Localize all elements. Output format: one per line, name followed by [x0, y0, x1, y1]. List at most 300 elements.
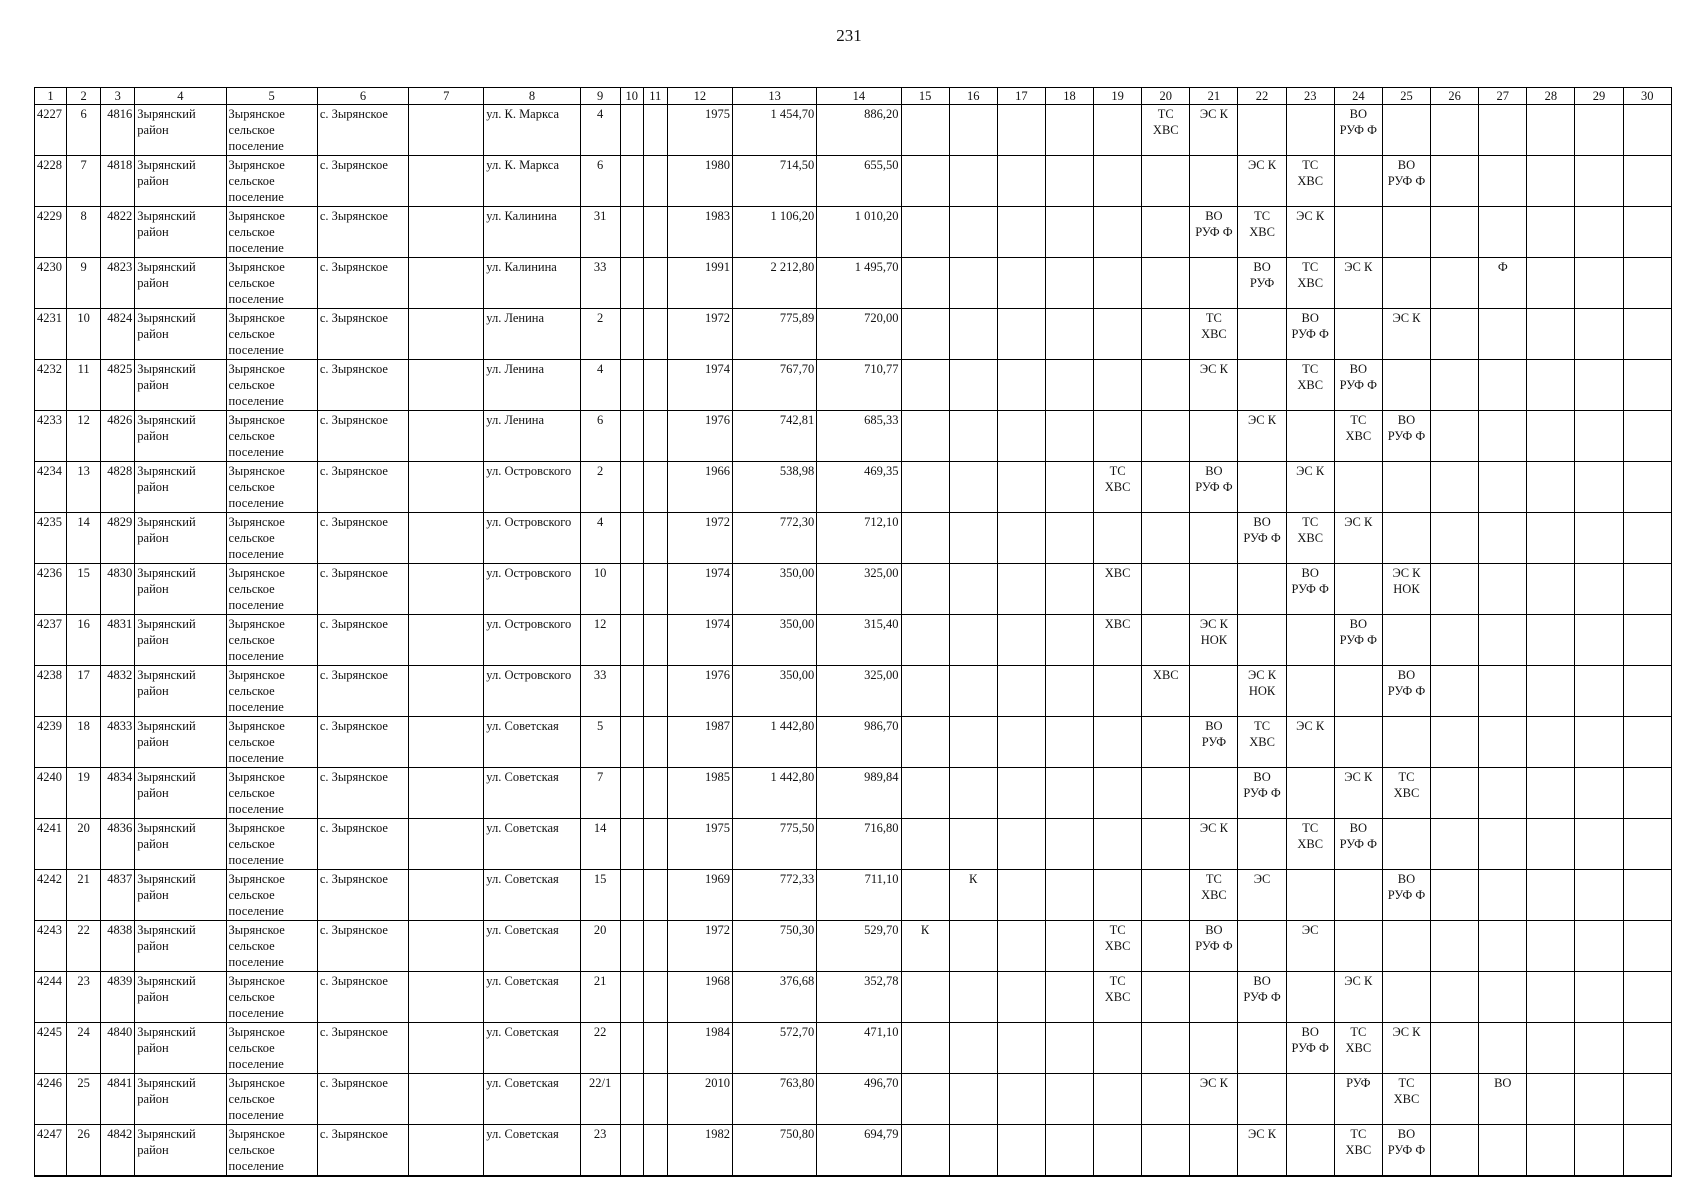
- cell-registry-id: 4837: [101, 870, 135, 921]
- cell-living-area: 352,78: [817, 972, 901, 1023]
- cell-col-17: [997, 1125, 1045, 1177]
- cell-living-area: 989,84: [817, 768, 901, 819]
- cell-col-11: [643, 105, 667, 156]
- cell-col-25: [1382, 513, 1430, 564]
- cell-col-24: ВО РУФ Ф: [1334, 360, 1382, 411]
- cell-col-30: [1623, 513, 1671, 564]
- cell-col-20: [1142, 1125, 1190, 1177]
- cell-col-7: [409, 1074, 484, 1125]
- table-row: [35, 1074, 1672, 1125]
- cell-col-27: [1479, 564, 1527, 615]
- column-header-9: 9: [580, 88, 620, 105]
- cell-settlement: Зырянское сельское поселение: [226, 411, 317, 462]
- cell-house-no: 7: [580, 768, 620, 819]
- cell-col-24: ТС ХВС: [1334, 1125, 1382, 1177]
- cell-registry-id: 4828: [101, 462, 135, 513]
- cell-col-29: [1575, 207, 1623, 258]
- table-body: [35, 105, 1672, 1177]
- cell-col-22: [1238, 105, 1286, 156]
- cell-col-18: [1045, 1023, 1093, 1074]
- cell-locality: с. Зырянское: [317, 1074, 408, 1125]
- cell-settlement: Зырянское сельское поселение: [226, 258, 317, 309]
- cell-col-16: [949, 768, 997, 819]
- column-header-25: 25: [1382, 88, 1430, 105]
- table-row: [35, 870, 1672, 921]
- cell-settlement: Зырянское сельское поселение: [226, 615, 317, 666]
- cell-col-30: [1623, 564, 1671, 615]
- cell-col-23: [1286, 1125, 1334, 1177]
- cell-living-area: 325,00: [817, 666, 901, 717]
- cell-col-20: [1142, 717, 1190, 768]
- cell-street: ул. Советская: [484, 768, 580, 819]
- cell-col-15: [901, 156, 949, 207]
- column-header-7: 7: [409, 88, 484, 105]
- cell-total-area: 1 106,20: [733, 207, 817, 258]
- cell-col-17: [997, 1074, 1045, 1125]
- cell-col-23: ТС ХВС: [1286, 360, 1334, 411]
- cell-living-area: 1 010,20: [817, 207, 901, 258]
- table-row: [35, 921, 1672, 972]
- cell-registry-id: 4832: [101, 666, 135, 717]
- cell-col-19: [1094, 768, 1142, 819]
- cell-col-24: ТС ХВС: [1334, 1023, 1382, 1074]
- cell-col-20: [1142, 462, 1190, 513]
- cell-col-16: [949, 513, 997, 564]
- cell-col-15: [901, 615, 949, 666]
- cell-col-11: [643, 666, 667, 717]
- cell-house-no: 22/1: [580, 1074, 620, 1125]
- cell-district: Зырянский район: [135, 768, 226, 819]
- cell-record-no: 4237: [35, 615, 67, 666]
- cell-col-15: [901, 1023, 949, 1074]
- cell-col-22: ВО РУФ Ф: [1238, 768, 1286, 819]
- cell-year: 1972: [667, 309, 732, 360]
- cell-col-22: ЭС К: [1238, 411, 1286, 462]
- cell-locality: с. Зырянское: [317, 513, 408, 564]
- cell-col-30: [1623, 309, 1671, 360]
- cell-district: Зырянский район: [135, 207, 226, 258]
- cell-col-16: [949, 1074, 997, 1125]
- cell-settlement: Зырянское сельское поселение: [226, 105, 317, 156]
- cell-col-23: ТС ХВС: [1286, 819, 1334, 870]
- cell-col-25: [1382, 615, 1430, 666]
- cell-col-18: [1045, 615, 1093, 666]
- cell-col-29: [1575, 411, 1623, 462]
- cell-col-27: [1479, 1023, 1527, 1074]
- cell-total-area: 1 454,70: [733, 105, 817, 156]
- cell-col-28: [1527, 870, 1575, 921]
- cell-col-20: ХВС: [1142, 666, 1190, 717]
- cell-col-23: ЭС К: [1286, 462, 1334, 513]
- cell-col-20: [1142, 258, 1190, 309]
- cell-col-24: ЭС К: [1334, 513, 1382, 564]
- cell-col-25: [1382, 819, 1430, 870]
- cell-locality: с. Зырянское: [317, 156, 408, 207]
- column-header-27: 27: [1479, 88, 1527, 105]
- cell-col-20: [1142, 513, 1190, 564]
- cell-col-11: [643, 360, 667, 411]
- cell-year: 1968: [667, 972, 732, 1023]
- cell-record-no: 4234: [35, 462, 67, 513]
- cell-registry-id: 4841: [101, 1074, 135, 1125]
- cell-locality: с. Зырянское: [317, 462, 408, 513]
- cell-col-11: [643, 513, 667, 564]
- cell-col-30: [1623, 768, 1671, 819]
- cell-district: Зырянский район: [135, 462, 226, 513]
- cell-col-18: [1045, 564, 1093, 615]
- cell-col-19: [1094, 513, 1142, 564]
- cell-col-25: [1382, 972, 1430, 1023]
- cell-house-no: 20: [580, 921, 620, 972]
- cell-col-7: [409, 717, 484, 768]
- cell-col-29: [1575, 105, 1623, 156]
- cell-col-20: [1142, 411, 1190, 462]
- cell-col-21: [1190, 258, 1238, 309]
- cell-col-21: [1190, 768, 1238, 819]
- cell-col-24: ВО РУФ Ф: [1334, 819, 1382, 870]
- table-row: [35, 768, 1672, 819]
- cell-total-area: 350,00: [733, 615, 817, 666]
- cell-district: Зырянский район: [135, 921, 226, 972]
- cell-col-15: [901, 462, 949, 513]
- cell-col-19: [1094, 870, 1142, 921]
- cell-col-15: [901, 717, 949, 768]
- cell-year: 1975: [667, 105, 732, 156]
- cell-registry-id: 4823: [101, 258, 135, 309]
- cell-col-19: [1094, 1074, 1142, 1125]
- cell-col-28: [1527, 1074, 1575, 1125]
- cell-col-26: [1431, 105, 1479, 156]
- cell-house-no: 21: [580, 972, 620, 1023]
- cell-col-11: [643, 1125, 667, 1177]
- cell-local-no: 12: [67, 411, 101, 462]
- cell-col-23: [1286, 615, 1334, 666]
- cell-col-26: [1431, 462, 1479, 513]
- cell-col-27: Ф: [1479, 258, 1527, 309]
- cell-locality: с. Зырянское: [317, 1125, 408, 1177]
- cell-record-no: 4247: [35, 1125, 67, 1177]
- cell-year: 1976: [667, 411, 732, 462]
- cell-col-22: ВО РУФ Ф: [1238, 513, 1286, 564]
- cell-year: 1972: [667, 921, 732, 972]
- cell-col-21: ЭС К: [1190, 360, 1238, 411]
- cell-col-28: [1527, 1125, 1575, 1177]
- cell-col-16: [949, 207, 997, 258]
- table-row: [35, 411, 1672, 462]
- cell-col-7: [409, 921, 484, 972]
- cell-col-19: ТС ХВС: [1094, 921, 1142, 972]
- column-header-30: 30: [1623, 88, 1671, 105]
- cell-house-no: 10: [580, 564, 620, 615]
- cell-district: Зырянский район: [135, 819, 226, 870]
- cell-col-26: [1431, 1023, 1479, 1074]
- cell-col-16: [949, 564, 997, 615]
- cell-living-area: 712,10: [817, 513, 901, 564]
- cell-col-18: [1045, 156, 1093, 207]
- cell-col-24: ЭС К: [1334, 768, 1382, 819]
- cell-col-18: [1045, 972, 1093, 1023]
- cell-col-29: [1575, 819, 1623, 870]
- table-row: [35, 105, 1672, 156]
- cell-col-23: [1286, 870, 1334, 921]
- cell-col-25: [1382, 207, 1430, 258]
- cell-col-10: [620, 462, 643, 513]
- cell-col-7: [409, 819, 484, 870]
- cell-local-no: 23: [67, 972, 101, 1023]
- cell-col-25: ВО РУФ Ф: [1382, 666, 1430, 717]
- cell-col-16: [949, 258, 997, 309]
- cell-col-16: [949, 717, 997, 768]
- cell-col-19: ТС ХВС: [1094, 462, 1142, 513]
- cell-col-21: [1190, 1125, 1238, 1177]
- cell-col-20: [1142, 207, 1190, 258]
- cell-col-24: ТС ХВС: [1334, 411, 1382, 462]
- cell-col-15: [901, 972, 949, 1023]
- cell-col-29: [1575, 156, 1623, 207]
- column-header-1: 1: [35, 88, 67, 105]
- cell-col-26: [1431, 513, 1479, 564]
- cell-col-19: ХВС: [1094, 564, 1142, 615]
- cell-col-17: [997, 309, 1045, 360]
- cell-col-18: [1045, 513, 1093, 564]
- cell-house-no: 14: [580, 819, 620, 870]
- cell-street: ул. Советская: [484, 921, 580, 972]
- cell-col-16: [949, 972, 997, 1023]
- column-header-16: 16: [949, 88, 997, 105]
- cell-col-29: [1575, 921, 1623, 972]
- page-number: 231: [836, 26, 862, 45]
- cell-col-27: [1479, 819, 1527, 870]
- cell-local-no: 18: [67, 717, 101, 768]
- column-header-14: 14: [817, 88, 901, 105]
- cell-locality: с. Зырянское: [317, 105, 408, 156]
- cell-col-27: [1479, 870, 1527, 921]
- cell-col-16: [949, 411, 997, 462]
- cell-locality: с. Зырянское: [317, 207, 408, 258]
- cell-col-16: К: [949, 870, 997, 921]
- cell-col-16: [949, 156, 997, 207]
- cell-col-22: [1238, 1074, 1286, 1125]
- cell-total-area: 742,81: [733, 411, 817, 462]
- column-header-22: 22: [1238, 88, 1286, 105]
- table-row: [35, 513, 1672, 564]
- cell-col-24: [1334, 462, 1382, 513]
- cell-col-20: [1142, 1023, 1190, 1074]
- cell-col-19: ТС ХВС: [1094, 972, 1142, 1023]
- cell-total-area: 767,70: [733, 360, 817, 411]
- cell-col-29: [1575, 615, 1623, 666]
- cell-col-29: [1575, 1074, 1623, 1125]
- cell-house-no: 6: [580, 156, 620, 207]
- column-header-12: 12: [667, 88, 732, 105]
- cell-col-11: [643, 207, 667, 258]
- cell-col-17: [997, 564, 1045, 615]
- cell-col-29: [1575, 717, 1623, 768]
- cell-total-area: 2 212,80: [733, 258, 817, 309]
- cell-col-26: [1431, 972, 1479, 1023]
- cell-col-11: [643, 1023, 667, 1074]
- cell-col-30: [1623, 1125, 1671, 1177]
- cell-col-21: [1190, 513, 1238, 564]
- cell-total-area: 538,98: [733, 462, 817, 513]
- cell-col-7: [409, 1023, 484, 1074]
- cell-col-20: [1142, 819, 1190, 870]
- cell-col-15: [901, 258, 949, 309]
- cell-col-29: [1575, 360, 1623, 411]
- cell-col-15: [901, 105, 949, 156]
- cell-col-10: [620, 105, 643, 156]
- cell-col-7: [409, 1125, 484, 1177]
- cell-col-11: [643, 1074, 667, 1125]
- cell-record-no: 4232: [35, 360, 67, 411]
- cell-district: Зырянский район: [135, 309, 226, 360]
- cell-col-16: [949, 1023, 997, 1074]
- cell-settlement: Зырянское сельское поселение: [226, 717, 317, 768]
- cell-col-17: [997, 411, 1045, 462]
- cell-total-area: 350,00: [733, 666, 817, 717]
- cell-registry-id: 4830: [101, 564, 135, 615]
- cell-col-7: [409, 768, 484, 819]
- cell-col-30: [1623, 411, 1671, 462]
- cell-district: Зырянский район: [135, 615, 226, 666]
- cell-local-no: 20: [67, 819, 101, 870]
- cell-col-23: ВО РУФ Ф: [1286, 309, 1334, 360]
- cell-local-no: 24: [67, 1023, 101, 1074]
- cell-col-23: [1286, 105, 1334, 156]
- cell-col-11: [643, 309, 667, 360]
- cell-district: Зырянский район: [135, 564, 226, 615]
- cell-col-27: [1479, 768, 1527, 819]
- cell-col-10: [620, 768, 643, 819]
- cell-settlement: Зырянское сельское поселение: [226, 870, 317, 921]
- cell-settlement: Зырянское сельское поселение: [226, 309, 317, 360]
- cell-col-7: [409, 870, 484, 921]
- cell-col-16: [949, 360, 997, 411]
- cell-street: ул. Островского: [484, 666, 580, 717]
- cell-local-no: 15: [67, 564, 101, 615]
- cell-col-23: ВО РУФ Ф: [1286, 564, 1334, 615]
- cell-record-no: 4244: [35, 972, 67, 1023]
- cell-col-25: ЭС К: [1382, 1023, 1430, 1074]
- cell-col-25: [1382, 360, 1430, 411]
- cell-col-28: [1527, 921, 1575, 972]
- cell-total-area: 572,70: [733, 1023, 817, 1074]
- cell-col-10: [620, 921, 643, 972]
- cell-col-23: ТС ХВС: [1286, 156, 1334, 207]
- cell-living-area: 325,00: [817, 564, 901, 615]
- cell-col-22: ТС ХВС: [1238, 717, 1286, 768]
- cell-col-10: [620, 309, 643, 360]
- cell-col-10: [620, 1023, 643, 1074]
- column-header-26: 26: [1431, 88, 1479, 105]
- cell-col-29: [1575, 1023, 1623, 1074]
- cell-settlement: Зырянское сельское поселение: [226, 666, 317, 717]
- cell-registry-id: 4826: [101, 411, 135, 462]
- cell-col-10: [620, 360, 643, 411]
- cell-locality: с. Зырянское: [317, 717, 408, 768]
- cell-col-27: [1479, 513, 1527, 564]
- cell-col-29: [1575, 564, 1623, 615]
- cell-col-20: ТС ХВС: [1142, 105, 1190, 156]
- cell-col-17: [997, 972, 1045, 1023]
- cell-col-26: [1431, 666, 1479, 717]
- cell-settlement: Зырянское сельское поселение: [226, 1074, 317, 1125]
- cell-col-18: [1045, 768, 1093, 819]
- cell-col-21: ЭС К: [1190, 105, 1238, 156]
- cell-col-24: [1334, 921, 1382, 972]
- cell-col-11: [643, 156, 667, 207]
- cell-col-26: [1431, 768, 1479, 819]
- cell-col-18: [1045, 921, 1093, 972]
- cell-total-area: 775,50: [733, 819, 817, 870]
- cell-col-10: [620, 615, 643, 666]
- column-header-21: 21: [1190, 88, 1238, 105]
- cell-col-23: [1286, 768, 1334, 819]
- cell-col-7: [409, 360, 484, 411]
- cell-settlement: Зырянское сельское поселение: [226, 156, 317, 207]
- cell-col-27: [1479, 411, 1527, 462]
- cell-district: Зырянский район: [135, 360, 226, 411]
- cell-col-24: [1334, 564, 1382, 615]
- cell-district: Зырянский район: [135, 1074, 226, 1125]
- cell-col-24: [1334, 207, 1382, 258]
- cell-col-30: [1623, 870, 1671, 921]
- cell-col-29: [1575, 513, 1623, 564]
- cell-col-23: [1286, 411, 1334, 462]
- table-row: [35, 1023, 1672, 1074]
- cell-col-16: [949, 615, 997, 666]
- cell-col-17: [997, 462, 1045, 513]
- cell-district: Зырянский район: [135, 513, 226, 564]
- cell-local-no: 9: [67, 258, 101, 309]
- cell-local-no: 11: [67, 360, 101, 411]
- cell-year: 2010: [667, 1074, 732, 1125]
- cell-col-28: [1527, 819, 1575, 870]
- cell-col-24: [1334, 156, 1382, 207]
- column-header-6: 6: [317, 88, 408, 105]
- cell-col-26: [1431, 309, 1479, 360]
- cell-district: Зырянский район: [135, 972, 226, 1023]
- cell-total-area: 775,89: [733, 309, 817, 360]
- cell-col-28: [1527, 462, 1575, 513]
- cell-living-area: 496,70: [817, 1074, 901, 1125]
- cell-col-21: ВО РУФ Ф: [1190, 462, 1238, 513]
- cell-year: 1972: [667, 513, 732, 564]
- cell-col-20: [1142, 870, 1190, 921]
- cell-col-18: [1045, 207, 1093, 258]
- cell-col-19: [1094, 1125, 1142, 1177]
- cell-col-15: [901, 207, 949, 258]
- cell-locality: с. Зырянское: [317, 1023, 408, 1074]
- cell-col-22: ВО РУФ Ф: [1238, 972, 1286, 1023]
- cell-local-no: 22: [67, 921, 101, 972]
- cell-col-30: [1623, 972, 1671, 1023]
- cell-locality: с. Зырянское: [317, 309, 408, 360]
- cell-year: 1983: [667, 207, 732, 258]
- cell-col-17: [997, 1023, 1045, 1074]
- cell-col-17: [997, 258, 1045, 309]
- cell-col-26: [1431, 921, 1479, 972]
- cell-col-21: ВО РУФ: [1190, 717, 1238, 768]
- cell-col-25: [1382, 258, 1430, 309]
- column-header-15: 15: [901, 88, 949, 105]
- cell-col-22: [1238, 360, 1286, 411]
- cell-col-25: [1382, 105, 1430, 156]
- cell-year: 1985: [667, 768, 732, 819]
- cell-settlement: Зырянское сельское поселение: [226, 513, 317, 564]
- cell-col-18: [1045, 105, 1093, 156]
- cell-local-no: 6: [67, 105, 101, 156]
